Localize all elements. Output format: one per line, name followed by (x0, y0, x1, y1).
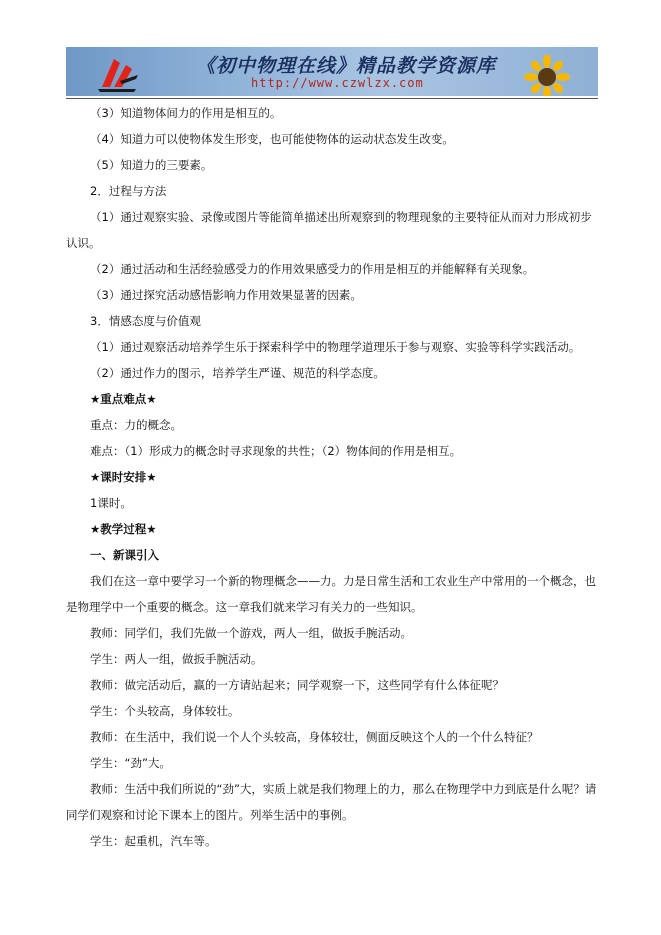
paragraph: （1）通过观察实验、录像或图片等能简单描述出所观察到的物理现象的主要特征从而对力形成初步认识。 (66, 210, 592, 250)
paragraph: （3）知道物体间力的作用是相互的。 (90, 106, 282, 120)
paragraph: 一、新课引入 (90, 548, 159, 562)
logo-icon (96, 53, 140, 93)
paragraph: ★教学过程★ (90, 522, 157, 536)
paragraph: （2）通过活动和生活经验感受力的作用效果感受力的作用是相互的并能解释有关现象。 (90, 262, 535, 276)
document-body (66, 100, 598, 854)
banner-url: http://www.czwlzx.com (251, 76, 424, 90)
paragraph: 我们在这一章中要学习一个新的物理概念——力。力是日常生活和工农业生产中常用的一个概念，也是物理学中一个重要的概念。这一章我们就来学习有关力的一些知识。 (66, 574, 596, 614)
paragraph: （1）通过观察活动培养学生乐于探索科学中的物理学道理乐于参与观察、实验等科学实践活动。 (90, 340, 581, 354)
paragraph: 学生：个头较高，身体较壮。 (90, 704, 240, 718)
paragraph: （5）知道力的三要素。 (90, 158, 213, 172)
paragraph: （4）知道力可以使物体发生形变，也可能使物体的运动状态发生改变。 (90, 132, 454, 146)
paragraph: ★课时安排★ (90, 470, 157, 484)
paragraph: 教师：生活中我们所说的“劲”大，实质上就是我们物理上的力，那么在物理学中力到底是什么呢？请同学们观察和讨论下课本上的图片。列举生活中的事例。 (66, 782, 597, 822)
paragraph: ★重点难点★ (90, 392, 157, 406)
header-divider (66, 98, 598, 99)
paragraph: 教师：做完活动后，赢的一方请站起来；同学观察一下，这些同学有什么体征呢？ (90, 678, 504, 692)
sunflower-icon (522, 55, 572, 96)
paragraph: 3．情感态度与价值观 (90, 314, 201, 328)
banner-title: 《初中物理在线》精品教学资源库 (196, 55, 497, 77)
paragraph: 教师：同学们，我们先做一个游戏，两人一组，做扳手腕活动。 (90, 626, 412, 640)
paragraph: 学生：“劲”大。 (90, 756, 171, 770)
paragraph: 重点：力的概念。 (90, 418, 182, 432)
header-banner (66, 47, 598, 96)
paragraph: （3）通过探究活动感悟影响力作用效果显著的因素。 (90, 288, 362, 302)
paragraph: 1课时。 (90, 496, 132, 510)
paragraph: 学生：起重机，汽车等。 (90, 834, 217, 848)
paragraph: 教师：在生活中，我们说一个人个头较高，身体较壮，侧面反映这个人的一个什么特征？ (90, 730, 539, 744)
paragraph: （2）通过作力的图示，培养学生严谨、规范的科学态度。 (90, 366, 385, 380)
paragraph: 学生：两人一组，做扳手腕活动。 (90, 652, 263, 666)
paragraph: 难点：（1）形成力的概念时寻求现象的共性；（2）物体间的作用是相互。 (90, 444, 462, 458)
paragraph: 2．过程与方法 (90, 184, 167, 198)
